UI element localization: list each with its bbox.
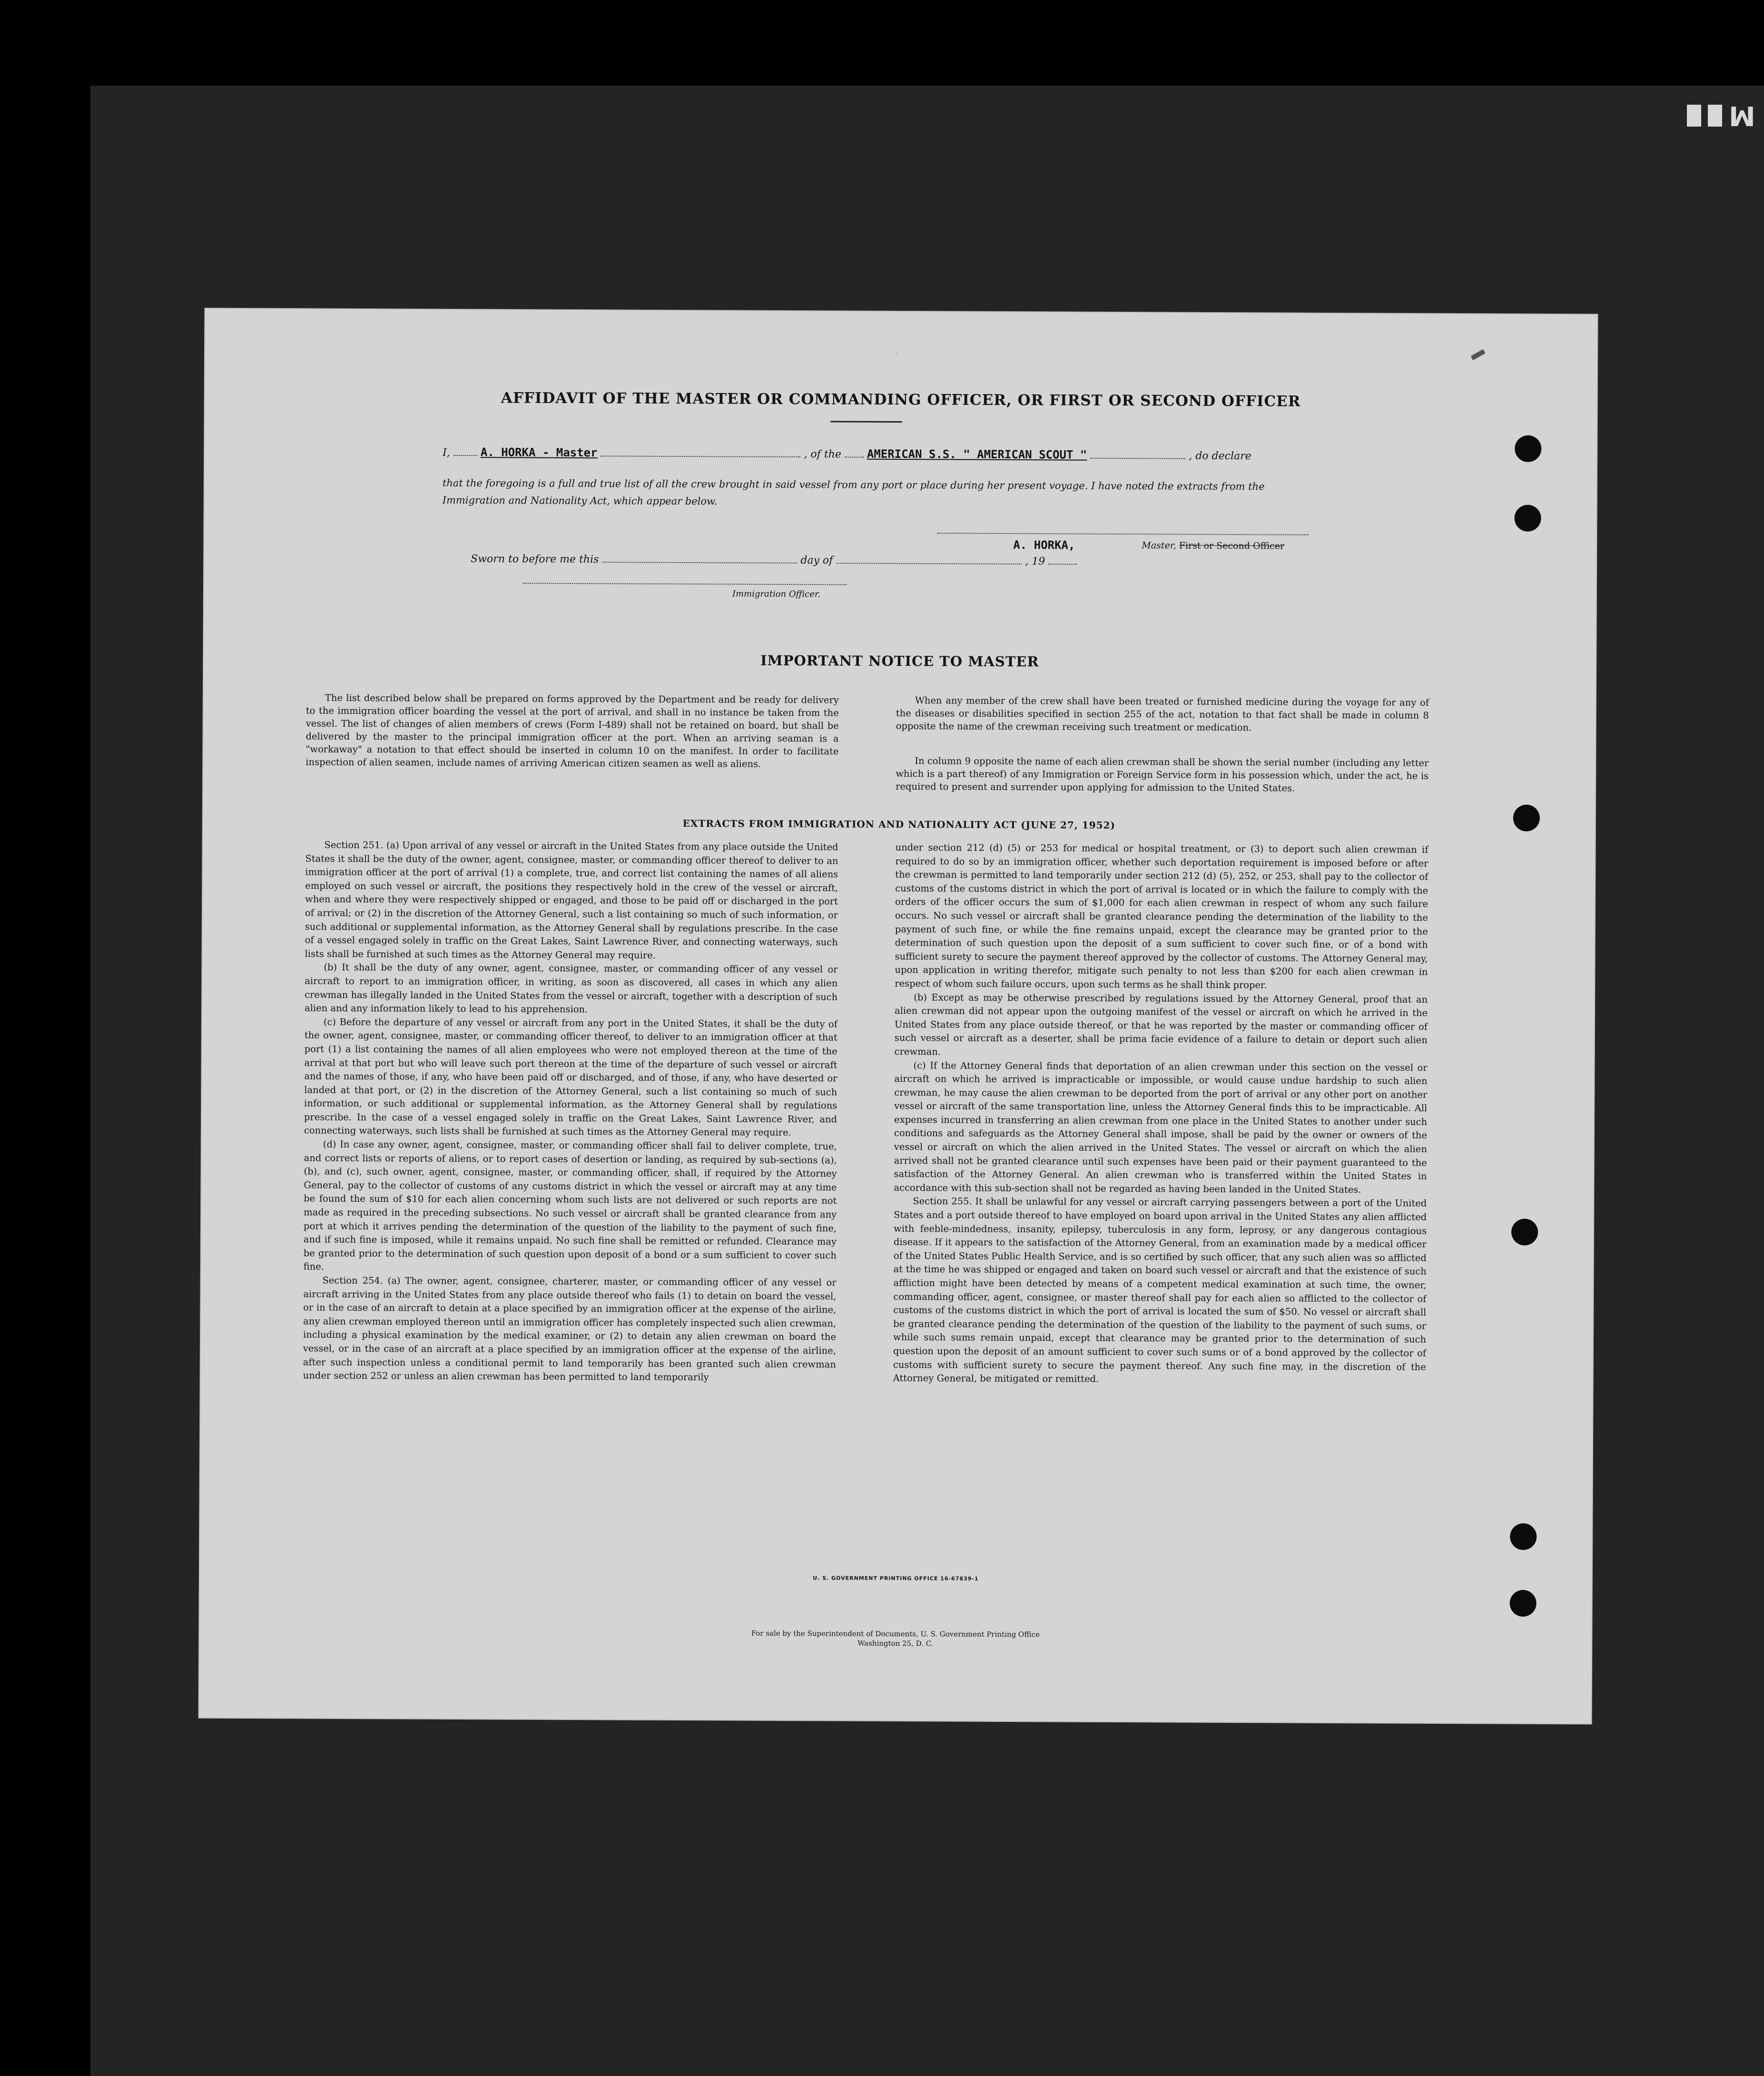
punch-hole [1511, 1219, 1538, 1246]
film-edge-letter: M [1729, 100, 1755, 131]
ink-mark [1471, 349, 1486, 361]
notice-title: IMPORTANT NOTICE TO MASTER [760, 652, 1039, 670]
section-254-a-continued: under section 212 (d) (5) or 253 for medical or hospital treatment, or (3) to deport such alien crewman if required to do so by an immigration officer, whether such deportation requirement is imposed before or after the crewman is permitted to land temporarily under section 212 (d) (5), 252, or 253, shall pay to the collector of customs of the customs district in which the port of arrival is located or in which the failure to comply with the orders of the officer occurs the sum of $1,000 for each alien crewman in respect of whom any such failure occurs. No such vessel or aircraft shall be granted clearance pending the determination of the liability to the payment of such fine, or while the fine remains unpaid, except the clearance may be granted prior to the determination of such question upon the deposit of a sum sufficient to cover such fine, or of a bond with sufficient surety to secure the payment thereof approved by the collector of customs. The Attorney General may, upon application in writing therefor, mitigate such penalty to not less than $200 for each alien crewman in respect of whom such failure occurs, upon such terms as he shall think proper. [895, 841, 1429, 991]
dotted-leader [453, 446, 477, 456]
signature-name: A. HORKA, [1013, 538, 1075, 552]
notice-left-paragraph: The list described below shall be prepared on forms approved by the Department and be ready for delivery to the immigration officer boarding the vessel at the port of arrival, and shall in no instance be taken from the vessel. The list of changes of alien members of crews (Form I-489) shall not be retained on board, but shall be delivered by the master to the principal immigration officer at the port. When an arriving seaman is a "workaway" a notation to that effect should be inserted in column 10 on the manifest. In order to facilitate inspection of alien seamen, include names of arriving American citizen seamen as well as aliens. [305, 692, 839, 770]
extracts-right-column [893, 841, 1429, 1388]
master-label [1142, 540, 1284, 551]
title-rule [830, 421, 902, 423]
do-declare-label: , do declare [1189, 450, 1252, 463]
struck-officer-text: First or Second Officer [1179, 540, 1285, 552]
punch-hole [1510, 1523, 1537, 1550]
notice-right-paragraph-1: When any member of the crew shall have been treated or furnished medicine during the voyage for any of the diseases or disabilities specified in section 255 of the act, notation to that fact shall be made in column 8 opposite the name of the crewman receiving such treatment or medication. [896, 695, 1429, 733]
declaration-line [443, 445, 1252, 462]
dotted-leader [601, 447, 800, 457]
section-254-b: (b) Except as may be otherwise prescribed by regulations issued by the Attorney General, proof that an alien crewman did not appear upon the outgoing manifest of the vessel or aircraft on which he arrived in the United States from any place outside thereof, or that he was reported by the master or commanding officer of such vessel or aircraft as a deserter, shall be prima facie evidence of a failure to detain or deport such alien crewman. [894, 991, 1428, 1058]
film-sprocket-mark [1708, 105, 1722, 127]
sale-line-2: Washington 25, D. C. [857, 1639, 934, 1648]
declaration-text: that the foregoing is a full and true list of all the crew brought in said vessel from any port or place during her present voyage. I have noted the extracts from the Immigration and Nationality Act, which appear below. [442, 477, 1265, 507]
section-255: Section 255. It shall be unlawful for any vessel or aircraft carrying passengers between a port of the United States and a port outside thereof to have employed on board upon arrival in the United States any alien afflicted with feeble-mindedness, insanity, epilepsy, tuberculosis in any form, leprosy, or any dangerous contagious disease. If it appears to the satisfaction of the Attorney General, from an examination made by a medical officer of the United States Public Health Service, and is so certified by such officer, that any such alien was so afflicted at the time he was shipped or engaged and taken on board such vessel or aircraft and that the existence of such affliction might have been detected by means of a competent medical examination at such time, the owner, commanding officer, agent, consignee, or master thereof shall pay for each alien so afflicted to the collector of customs of the customs district in which the port of arrival is located the sum of $50. No vessel or aircraft shall be granted clearance pending the determination of the question of the liability to the payment of such sums, or while such sums remain unpaid, except that clearance may be granted prior to the determination of such question upon the deposit of an amount sufficient to cover such sums or of a bond approved by the collector of customs with sufficient surety to secure the payment thereof. Any such fine may, in the discretion of the Attorney General, be mitigated or remitted. [893, 1196, 1427, 1385]
notice-right-paragraph-2: In column 9 opposite the name of each alien crewman shall be shown the serial number (including any letter which is a part thereof) of any Immigration or Foreign Service form in his possession which, under the act, he is required to present and surrender upon applying for admission to the United States. [896, 755, 1429, 794]
punch-hole [1510, 1590, 1537, 1617]
declarant-name-field: A. HORKA - Master [480, 445, 598, 460]
year-label: , 19 [1025, 555, 1045, 568]
dotted-leader [602, 553, 797, 563]
of-the-label: , of the [804, 448, 841, 461]
section-251-b: (b) It shall be the duty of any owner, agent, consignee, master, or commanding officer of any vessel or aircraft to report to an immigration officer, in writing, as soon as discovered, all cases in which any alien crewman has illegally landed in the United States from the vessel or aircraft, together with a description of such alien and any information likely to lead to his apprehension. [305, 962, 838, 1015]
sworn-label: Sworn to before me this [471, 553, 599, 566]
day-of-label: day of [800, 554, 833, 567]
affidavit-title: AFFIDAVIT OF THE MASTER OR COMMANDING OFFICER, OR FIRST OR SECOND OFFICER [501, 389, 1301, 410]
section-251-a: Section 251. (a) Upon arrival of any vessel or aircraft in the United States from any place outside the United States it shall be the duty of the owner, agent, consignee, master, or commanding officer thereof to deliver to an immigration officer at the port of arrival (1) a complete, true, and correct list containing the names of all aliens employed on such vessel or aircraft, the positions they respectively hold in the crew of the vessel or aircraft, when and where they were respectively shipped or engaged, and those to be paid off or discharged in the port of arrival; or (2) in the discretion of the Attorney General, such a list containing so much of such information, or such additional or supplemental information, as the Attorney General shall by regulations prescribe. In the case of a vessel engaged solely in traffic on the Great Lakes, Saint Lawrence River, and connecting waterways, such lists shall be furnished at such times as the Attorney General may require. [305, 839, 838, 961]
section-251-c: (c) Before the departure of any vessel or aircraft from any port in the United States, it shall be the duty of the owner, agent, consignee, master, or commanding officer thereof, to deliver to an immigration officer at that port (1) a list containing the names of all alien employees who were not employed thereon at the time of the arrival at that port but who will leave such port thereon at the time of the departure of such vessel or aircraft and the names of those, if any, who have been paid off or discharged, and of those, if any, who have deserted or landed at that port, or (2) in the discretion of the Attorney General, such a list containing so much of such information, or such additional or supplemental information, as the Attorney General shall by regulations prescribe. In the case of a vessel engaged solely in traffic on the Great Lakes, Saint Lawrence River, and connecting waterways, such lists shall be furnished at such times as the Attorney General may require. [304, 1016, 838, 1138]
dotted-leader [1090, 449, 1185, 459]
punch-hole [1514, 505, 1541, 532]
dotted-leader [845, 448, 864, 457]
signature-block [1013, 538, 1075, 552]
dotted-leader [836, 554, 1022, 564]
film-sprocket-mark [1687, 105, 1701, 127]
section-251-d: (d) In case any owner, agent, consignee, master, or commanding officer shall fail to deliver complete, true, and correct lists or reports of aliens, or to report cases of desertion or landing, as required by sub-sections (a), (b), and (c), such owner, agent, consignee, master, or commanding officer, shall, if required by the Attorney General, pay to the collector of customs of any customs district in which the vessel or aircraft may at any time be found the sum of $10 for each alien concerning whom such lists are not delivered or such reports are not made as required in the preceding subsections. No such vessel or aircraft shall be granted clearance from any port at which it arrives pending the determination of the question of the liability to the payment of such fine, and if such fine is imposed, while it remains unpaid. No such fine shall be remitted or refunded. Clearance may be granted prior to the determination of such question upon deposit of a bond or a sum sufficient to cover such fine. [303, 1138, 837, 1273]
i-label: I, [443, 446, 450, 459]
film-edge-marks [1687, 100, 1755, 131]
extracts-left-column [303, 839, 838, 1385]
punch-hole [1515, 435, 1541, 462]
master-text: Master, [1142, 540, 1176, 551]
section-254-c: (c) If the Attorney General finds that deportation of an alien crewman under this section on the vessel or aircraft on which he arrived is impracticable or impossible, or would cause undue hardship to such alien crewman, he may cause the alien crewman to be deported from the port of arrival or any other port on another vessel or aircraft of the same transportation line, unless the Attorney General finds this to be impracticable. All expenses incurred in transferring an alien crewman from one place in the United States to another under such conditions and safeguards as the Attorney General shall impose, shall be paid by the owner or owners of the vessel or aircraft on which the alien arrived in the United States. The vessel or aircraft on which the alien arrived shall not be granted clearance until such expenses have been paid or their payment guaranteed to the satisfaction of the Attorney General. An alien crewman who is transferred within the United States in accordance with this sub-section shall not be regarded as having been landed in the United States. [894, 1059, 1428, 1196]
dotted-leader [1048, 555, 1077, 564]
sworn-line [471, 553, 1077, 568]
officer-signature-line [523, 583, 847, 585]
extracts-title: EXTRACTS FROM IMMIGRATION AND NATIONALITY ACT (JUNE 27, 1952) [682, 818, 1115, 831]
ink-speck [895, 352, 898, 355]
printing-office-imprint: U. S. GOVERNMENT PRINTING OFFICE 16-67839-1 [813, 1575, 979, 1582]
sale-notice [199, 1626, 1591, 1651]
vessel-name-field: AMERICAN S.S. " AMERICAN SCOUT " [867, 447, 1087, 462]
affidavit-page [199, 309, 1597, 1724]
signature-line [937, 533, 1308, 535]
immigration-officer-label: Immigration Officer. [732, 589, 821, 600]
sale-line-1: For sale by the Superintendent of Documents, U. S. Government Printing Office [751, 1629, 1040, 1639]
section-254-a: Section 254. (a) The owner, agent, consignee, charterer, master, or commanding officer of any vessel or aircraft arriving in the United States from any place outside thereof who fails (1) to detain on board the vessel, or in the case of an aircraft to detain at a place specified by an immigration officer at the expense of the airline, any alien crewman employed thereon until an immigration officer has completely inspected such alien crewman, including a physical examination by the medical examiner, or (2) to detain any alien crewman on board the vessel, or in the case of an aircraft at a place specified by an immigration officer at the expense of the airline, after such inspection unless a conditional permit to land temporarily has been granted such alien crewman under section 252 or unless an alien crewman has been permitted to land temporarily [303, 1275, 837, 1383]
